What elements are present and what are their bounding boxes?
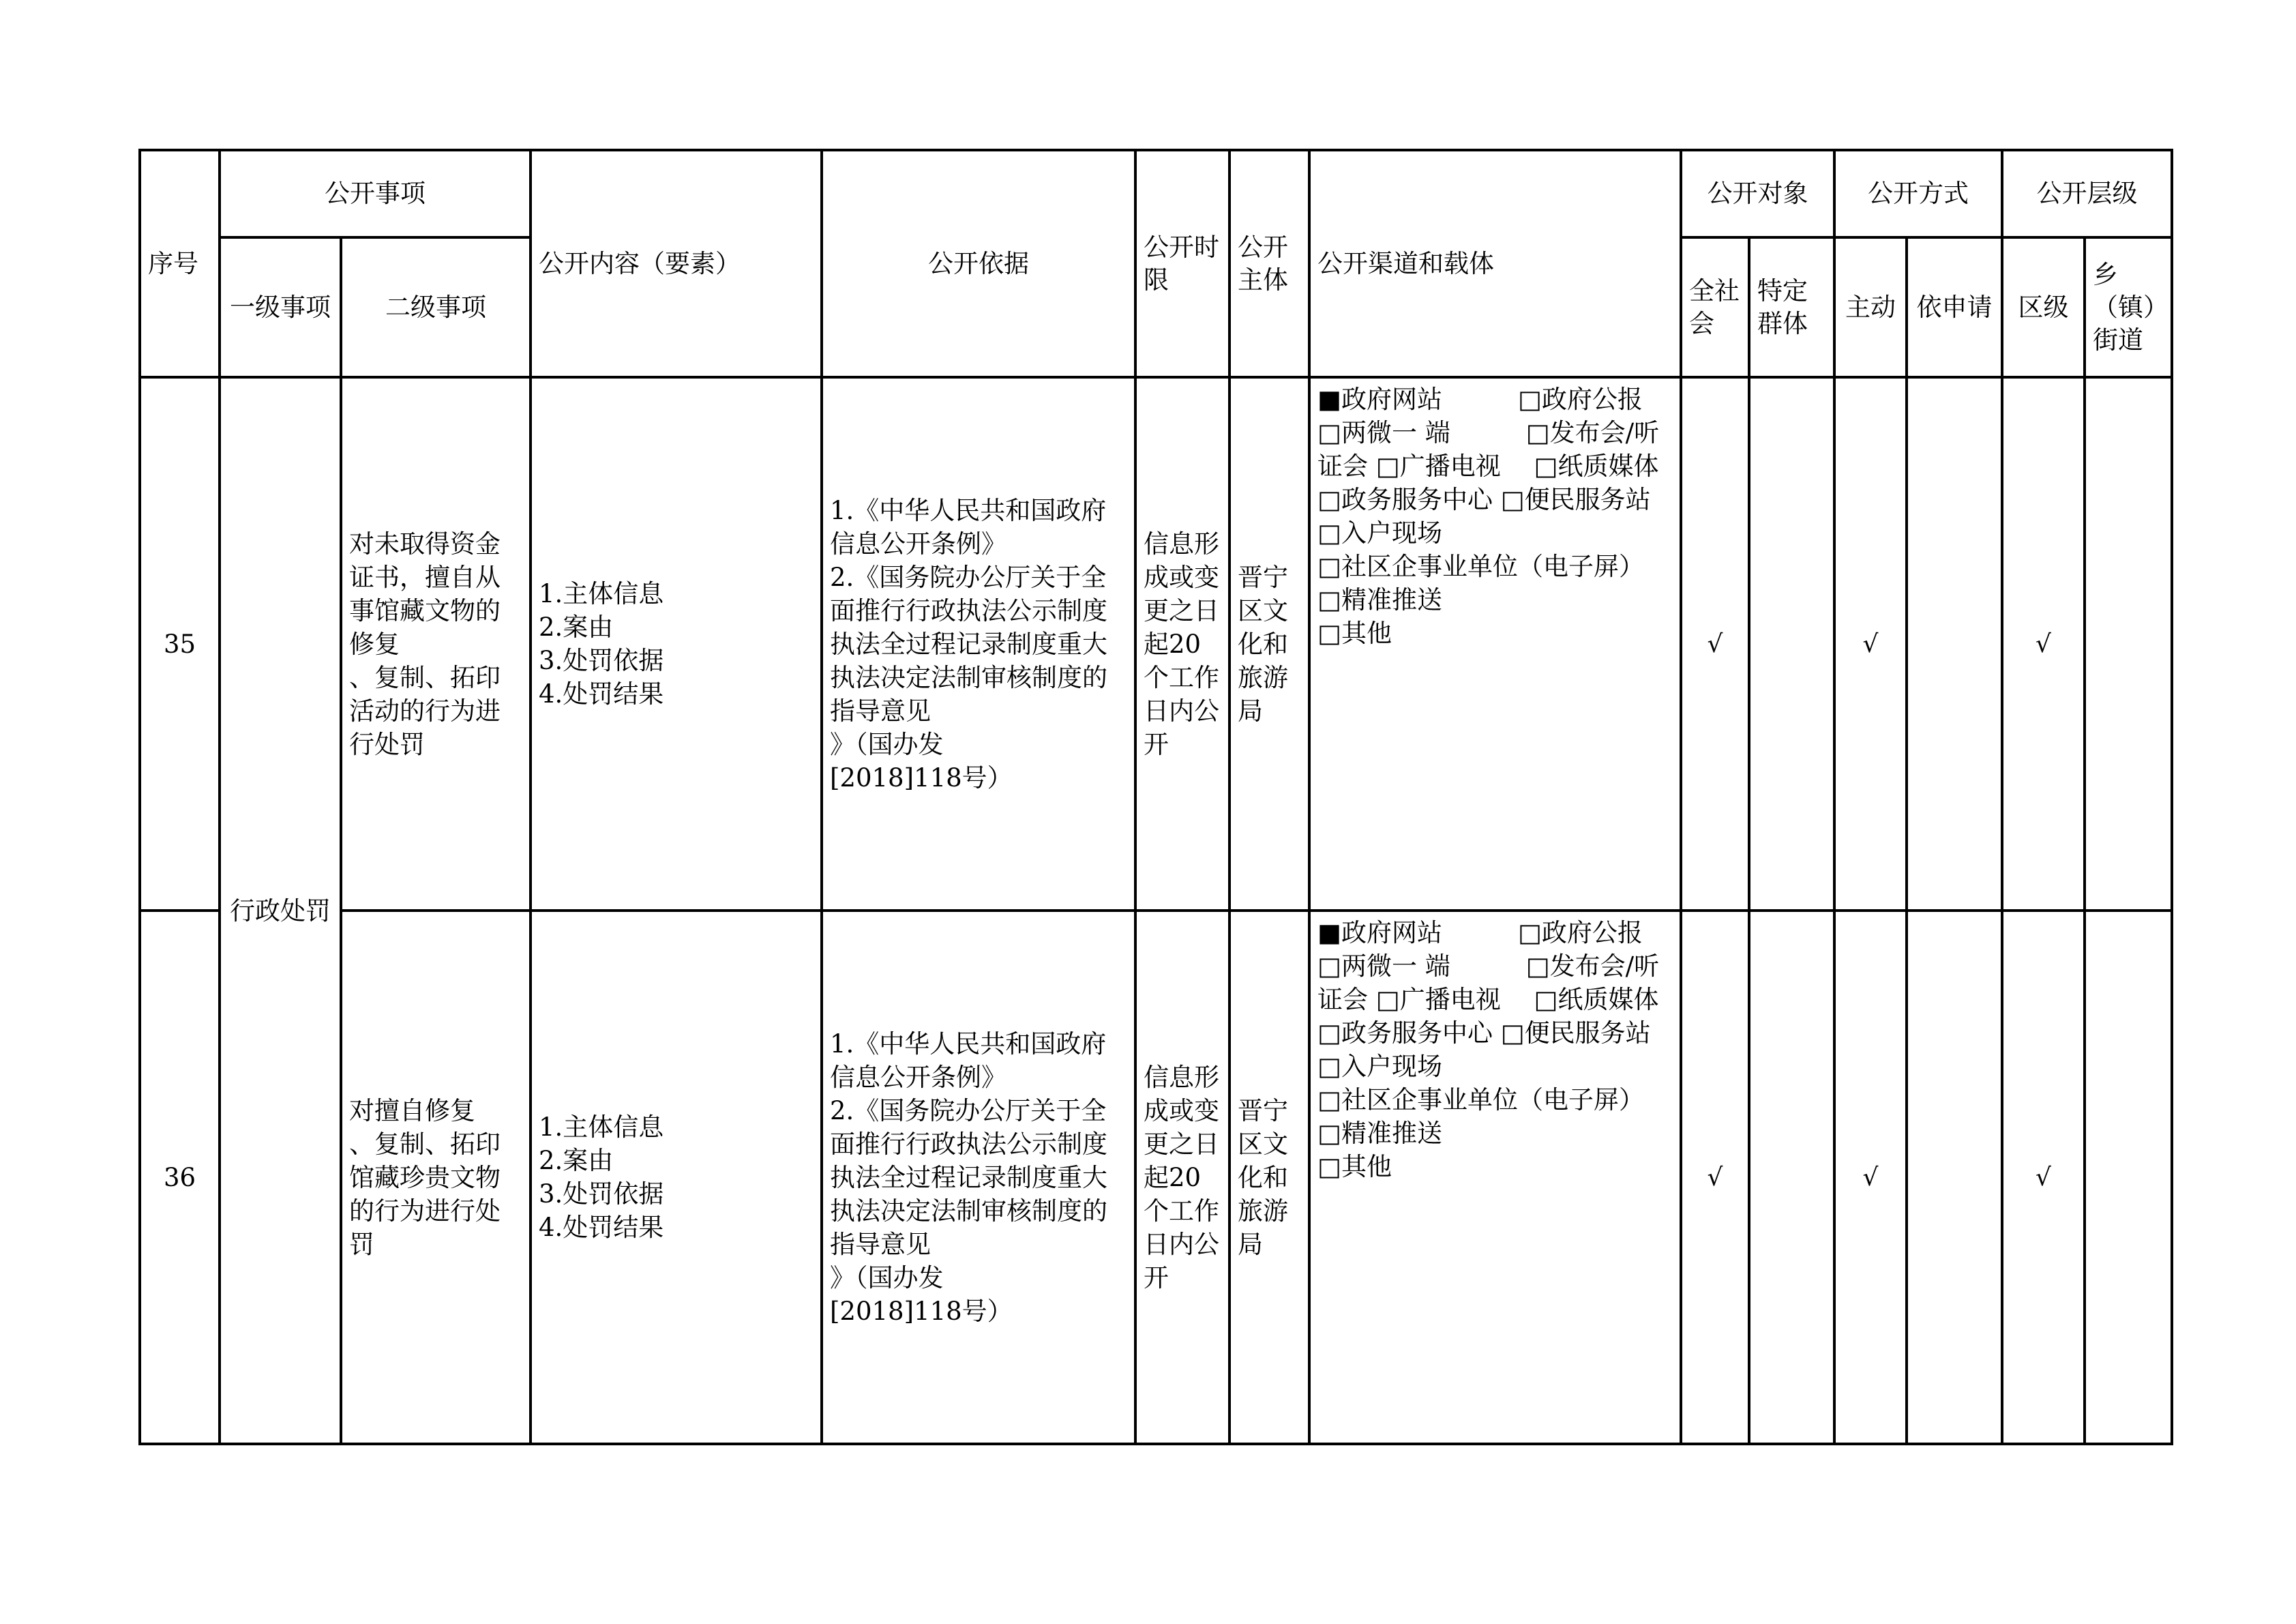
row-content: 1.主体信息 2.案由 3.处罚依据 4.处罚结果 [531, 911, 822, 1444]
disclosure-table [138, 149, 2173, 1445]
header-subject: 公开主体 [1229, 150, 1309, 377]
header-seq: 序号 [140, 150, 220, 377]
row-level-district: √ [2002, 911, 2085, 1444]
level1-item: 行政处罚 [220, 377, 341, 1444]
header-level1: 一级事项 [220, 237, 341, 377]
row-content: 1.主体信息 2.案由 3.处罚依据 4.处罚结果 [531, 377, 822, 911]
row-target-all: √ [1681, 911, 1749, 1444]
row-basis: 1.《中华人民共和国政府信息公开条例》 2.《国务院办公厅关于全面推行行政执法公示制度执法全过程记录制度重大执法决定法制审核制度的指导意见 》（国办发 [2018]118号） [822, 377, 1135, 911]
row-channel: ■政府网站 □政府公报 □两微一 端 □发布会/听证会 □广播电视 □纸质媒体 □政务服务中心 □便民服务站 □入户现场 □社区企事业单位（电子屏） □精准推送 □其他 [1309, 911, 1681, 1444]
row-target-all: √ [1681, 377, 1749, 911]
row-level-district: √ [2002, 377, 2085, 911]
row-target-specific [1749, 911, 1834, 1444]
row-subject: 晋宁区文化和旅游局 [1229, 911, 1309, 1444]
header-level2: 二级事项 [341, 237, 531, 377]
row-time-limit: 信息形成或变更之日起20个工作日内公开 [1135, 377, 1229, 911]
row-method-active: √ [1834, 911, 1907, 1444]
header-level-town: 乡（镇）街道 [2085, 237, 2172, 377]
header-level-group: 公开层级 [2002, 150, 2172, 237]
header-method-active: 主动 [1834, 237, 1907, 377]
header-method-group: 公开方式 [1834, 150, 2002, 237]
header-level-district: 区级 [2002, 237, 2085, 377]
row-channel: ■政府网站 □政府公报 □两微一 端 □发布会/听证会 □广播电视 □纸质媒体 □政务服务中心 □便民服务站 □入户现场 □社区企事业单位（电子屏） □精准推送 □其他 [1309, 377, 1681, 911]
row-subject: 晋宁区文化和旅游局 [1229, 377, 1309, 911]
row-method-request [1907, 911, 2002, 1444]
row-seq: 36 [140, 911, 220, 1444]
header-basis: 公开依据 [822, 150, 1135, 377]
header-target-specific: 特定群体 [1749, 237, 1834, 377]
row-level-town [2085, 911, 2172, 1444]
row-level-town [2085, 377, 2172, 911]
table-row [140, 377, 2172, 911]
row-level2: 对擅自修复 、复制、拓印馆藏珍贵文物的行为进行处罚 [341, 911, 531, 1444]
header-content: 公开内容（要素） [531, 150, 822, 377]
row-level2: 对未取得资金证书，擅自从事馆藏文物的修复 、复制、拓印活动的行为进行处罚 [341, 377, 531, 911]
header-time-limit: 公开时限 [1135, 150, 1229, 377]
row-method-request [1907, 377, 2002, 911]
header-method-request: 依申请 [1907, 237, 2002, 377]
header-channel: 公开渠道和载体 [1309, 150, 1681, 377]
row-seq: 35 [140, 377, 220, 911]
header-target-all: 全社会 [1681, 237, 1749, 377]
row-basis: 1.《中华人民共和国政府信息公开条例》 2.《国务院办公厅关于全面推行行政执法公示制度执法全过程记录制度重大执法决定法制审核制度的指导意见 》（国办发 [2018]118号） [822, 911, 1135, 1444]
row-time-limit: 信息形成或变更之日起20个工作日内公开 [1135, 911, 1229, 1444]
row-method-active: √ [1834, 377, 1907, 911]
table-row [140, 911, 2172, 1444]
header-item-group: 公开事项 [220, 150, 531, 237]
row-target-specific [1749, 377, 1834, 911]
header-target-group: 公开对象 [1681, 150, 1834, 237]
